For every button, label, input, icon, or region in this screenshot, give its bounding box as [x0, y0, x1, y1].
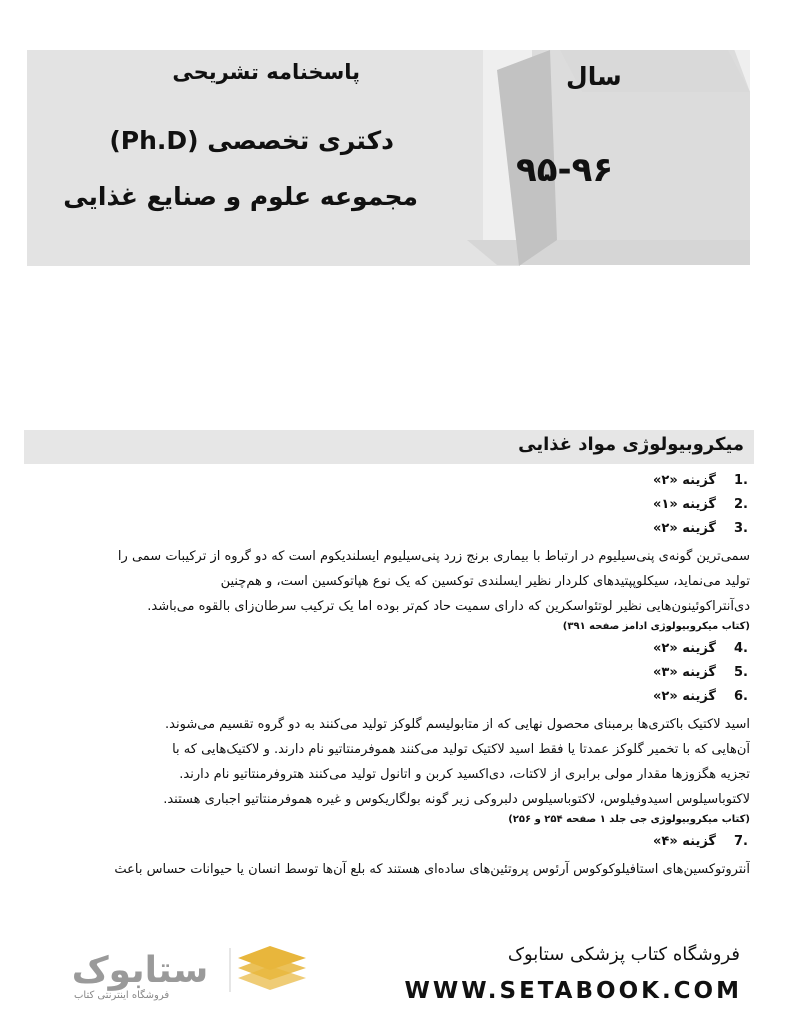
explanation-line: اسید لاکتیک باکتری‌ها برمبنای محصول نهایی که از متابولیسم گلوکز تولید می‌کنند به دو گروه تقسیم می‌شوند.	[165, 717, 750, 732]
reference-citation: (کتاب میکروبیولوژی جی جلد ۱ صفحه ۲۵۴ و ۲۵۶)	[508, 814, 750, 825]
answer-number: .4	[734, 641, 748, 656]
explanation-line: لاکتوباسیلوس اسیدوفیلوس، لاکتوباسیلوس دلبروکی زیر گونه بولگاریکوس و غیره هموفرمنتاتیو اجباری هستند.	[163, 792, 750, 807]
field-title: مجموعه علوم و صنایع غذایی	[63, 182, 418, 211]
answer-number: .6	[734, 689, 748, 704]
answers-content	[26, 470, 750, 882]
answer-number: .5	[734, 665, 748, 680]
explanation-line: تجزیه هگزوزها مقدار مولی برابری از لاکتات، دی‌اکسید کربن و اتانول تولید می‌کنند هتروفرمنتاتیو نام دارند.	[179, 767, 750, 782]
degree-title: دکتری تخصصی (Ph.D)	[109, 126, 394, 155]
shop-url[interactable]: WWW.SETABOOK.COM	[404, 978, 742, 1004]
shop-name: فروشگاه کتاب پزشکی ستابوک	[507, 944, 740, 965]
answer-option: گزینه «۲»	[653, 641, 716, 656]
answer-key-title: پاسخنامه تشریحی	[172, 60, 360, 84]
logo-wordmark: ستابوک	[71, 950, 209, 991]
explanation-line: سمی‌ترین گونه‌ی پنی‌سیلیوم در ارتباط با بیماری برنج زرد پنی‌سیلیوم ایسلندیکوم است که دو گروه از ترکیبات سمی را	[117, 549, 750, 564]
answer-item	[26, 686, 750, 710]
header-background	[27, 50, 750, 266]
store-footer	[0, 930, 788, 1012]
book-icon	[238, 946, 306, 990]
explanation-paragraph	[26, 712, 750, 812]
explanation-line: تولید می‌نماید، سیکلوپپتیدهای کلردار نظیر ایسلندی توکسین که یک نوع هپاتوکسین است، و هم‌چنین	[220, 574, 750, 589]
setabook-logo	[60, 944, 320, 994]
year-label: سال	[566, 62, 622, 91]
answer-item	[26, 494, 750, 518]
answer-option: گزینه «۱»	[653, 497, 716, 512]
answer-option: گزینه «۳»	[653, 665, 716, 680]
answer-item	[26, 518, 750, 542]
answer-number: .2	[734, 497, 748, 512]
reference-citation: (کتاب میکروبیولوژی ادامز صفحه ۳۹۱)	[562, 621, 750, 632]
answer-option: گزینه «۴»	[653, 834, 716, 849]
explanation-line: آنتروتوکسین‌های استافیلوکوکوس آرئوس پروتئین‌های ساده‌ای هستند که بلع آن‌ها توسط انسان یا حیوانات حساس باعث	[114, 862, 750, 877]
logo-subtitle: فروشگاه اینترنتی کتاب	[74, 990, 170, 1001]
answer-item	[26, 470, 750, 494]
explanation-paragraph	[26, 857, 750, 882]
answer-item	[26, 638, 750, 662]
answer-option: گزینه «۲»	[653, 689, 716, 704]
explanation-paragraph	[26, 544, 750, 619]
answer-number: .7	[734, 834, 748, 849]
explanation-line: آن‌هایی که با تخمیر گلوکز عمدتا یا فقط اسید لاکتیک تولید می‌کنند هموفرمنتاتیو نام دارند. و لاکتیک‌هایی که با	[172, 742, 750, 757]
explanation-line: دی‌آنتراکوئینون‌هایی نظیر لوتئواسکرین که دارای سمیت حاد کم‌تر بوده اما یک ترکیب سرطان‌زای بالقوه می‌باشد.	[147, 599, 750, 614]
answer-option: گزینه «۲»	[653, 473, 716, 488]
year-value: ۹۵-۹۶	[516, 150, 614, 190]
answer-item	[26, 662, 750, 686]
section-title: میکروبیولوژی مواد غذایی	[518, 434, 744, 455]
section-heading-bar	[24, 430, 754, 464]
answer-number: .3	[734, 521, 748, 536]
header-band	[27, 50, 750, 266]
answer-option: گزینه «۲»	[653, 521, 716, 536]
answer-item	[26, 831, 750, 855]
answer-number: .1	[734, 473, 748, 488]
